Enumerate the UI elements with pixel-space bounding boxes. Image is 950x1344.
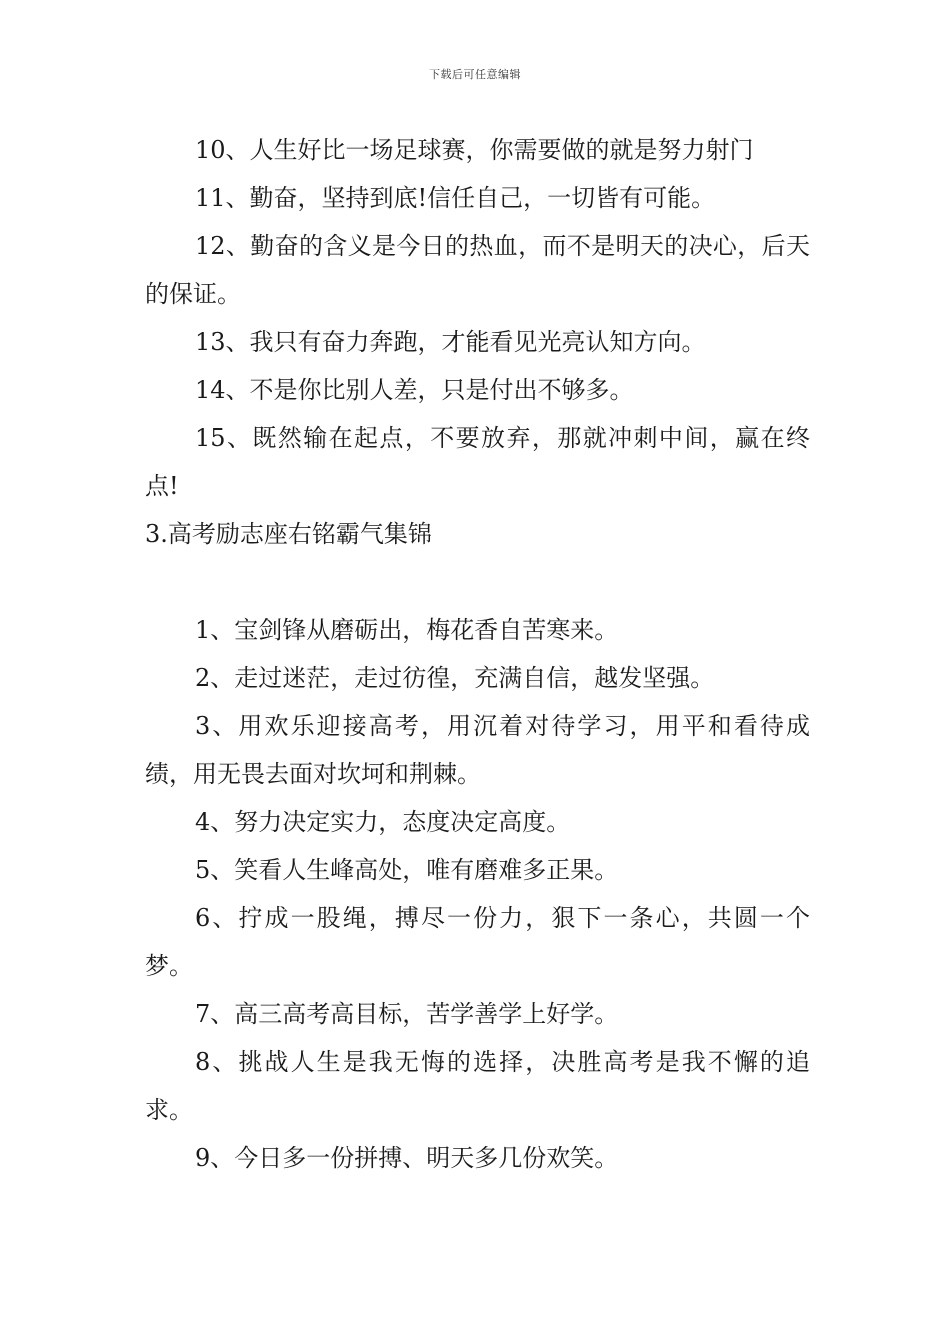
quote-item: 10、人生好比一场足球赛，你需要做的就是努力射门 (195, 136, 754, 164)
section-heading: 3.高考励志座右铭霸气集锦 (145, 520, 432, 548)
quote-item: 12、勤奋的含义是今日的热血，而不是明天的决心，后天的保证。 (145, 232, 810, 308)
page-header: 下载后可任意编辑 (429, 68, 521, 81)
quote-item: 9、今日多一份拼搏、明天多几份欢笑。 (195, 1144, 619, 1172)
quote-item: 13、我只有奋力奔跑，才能看见光亮认知方向。 (195, 328, 706, 356)
quote-item: 15、既然输在起点，不要放弃，那就冲刺中间，赢在终点! (145, 424, 810, 500)
quote-item: 3、用欢乐迎接高考，用沉着对待学习，用平和看待成绩，用无畏去面对坎坷和荆棘。 (145, 712, 810, 788)
quote-item: 1、宝剑锋从磨砺出，梅花香自苦寒来。 (195, 616, 619, 644)
quote-item: 4、努力决定实力，态度决定高度。 (195, 808, 571, 836)
document-body (145, 126, 810, 1182)
blank-line (145, 558, 810, 606)
quote-item: 2、走过迷茫，走过彷徨，充满自信，越发坚强。 (195, 664, 715, 692)
quote-item: 8、挑战人生是我无悔的选择，决胜高考是我不懈的追求。 (145, 1048, 810, 1124)
quote-item: 7、高三高考高目标，苦学善学上好学。 (195, 1000, 619, 1028)
quote-item: 11、勤奋，坚持到底!信任自己，一切皆有可能。 (195, 184, 716, 212)
quote-item: 14、不是你比别人差，只是付出不够多。 (195, 376, 634, 404)
quote-item: 5、笑看人生峰高处，唯有磨难多正果。 (195, 856, 619, 884)
quote-item: 6、拧成一股绳，搏尽一份力，狠下一条心，共圆一个梦。 (145, 904, 810, 980)
